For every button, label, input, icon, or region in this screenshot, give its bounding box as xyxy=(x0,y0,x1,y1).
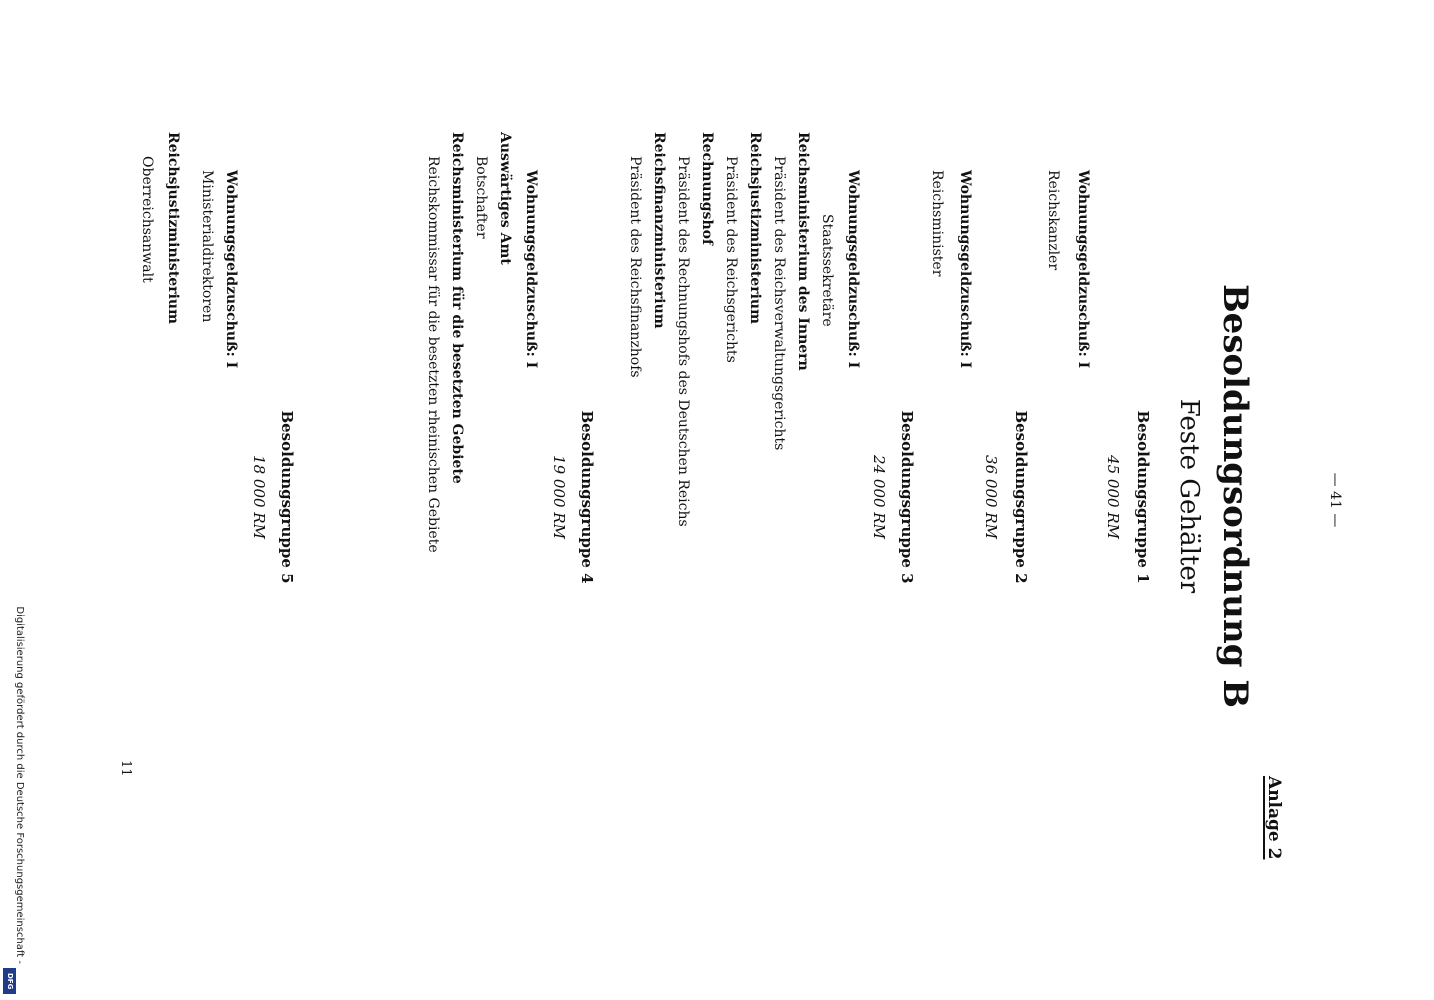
group-4-entry: Reichsministerium für die besetzten Gebiete xyxy=(449,132,465,484)
group-4-entry: Wohnungsgeldzuschuß: I xyxy=(523,170,539,369)
group-3-entry: Präsident des Reichsfinanzhofs xyxy=(627,156,643,378)
dfg-logo: DFG xyxy=(3,968,16,994)
group-5-amount: 18 000 RM xyxy=(250,455,268,539)
group-3-entry: Staatssekretäre xyxy=(819,214,835,327)
group-1-amount: 45 000 RM xyxy=(1104,455,1122,539)
group-2-heading: Besoldungsgruppe 2 xyxy=(1012,410,1030,584)
annex-label: Anlage 2 xyxy=(1264,776,1284,860)
group-3-heading: Besoldungsgruppe 3 xyxy=(898,410,916,584)
footer-credit-text: Digitalisierung gefördert durch die Deutsche Forschungsgemeinschaft - xyxy=(14,606,25,964)
group-5-entry: Oberreichsanwalt xyxy=(139,156,155,283)
group-5-entry: Ministerialdirektoren xyxy=(199,170,215,323)
group-5-heading: Besoldungsgruppe 5 xyxy=(278,410,296,584)
group-3-entry: Präsident des Reichsverwaltungsgerichts xyxy=(771,156,787,451)
printer-signature-mark: 11 xyxy=(118,760,133,777)
document-title: Besoldungsordnung B xyxy=(1215,283,1255,709)
group-3-entry: Reichsjustizministerium xyxy=(747,132,763,324)
group-5-entry: Wohnungsgeldzuschuß: I xyxy=(223,170,239,369)
group-3-entry: Rechnungshof xyxy=(699,132,715,245)
group-1-entry: Reichskanzler xyxy=(1045,170,1061,271)
group-1-heading: Besoldungsgruppe 1 xyxy=(1134,410,1152,584)
group-3-amount: 24 000 RM xyxy=(870,455,888,539)
group-3-entry: Reichsministerium des Innern xyxy=(795,132,811,371)
group-4-entry: Reichskommissar für die besetzten rheinischen Gebiete xyxy=(425,156,441,553)
document-subtitle: Feste Gehälter xyxy=(1174,398,1204,594)
group-5-entry: Reichsjustizministerium xyxy=(165,132,181,324)
group-2-entry: Wohnungsgeldzuschuß: I xyxy=(957,170,973,369)
group-4-entry: Botschafter xyxy=(473,156,489,239)
group-4-amount: 19 000 RM xyxy=(550,455,568,539)
group-3-entry: Wohnungsgeldzuschuß: I xyxy=(845,170,861,369)
group-3-entry: Präsident des Rechnungshofs des Deutschen Reichs xyxy=(675,156,691,527)
group-2-amount: 36 000 RM xyxy=(982,455,1000,539)
group-3-entry: Reichsfinanzministerium xyxy=(651,132,667,329)
group-1-entry: Wohnungsgeldzuschuß: I xyxy=(1075,170,1091,369)
group-2-entry: Reichsminister xyxy=(929,170,945,277)
page-number: — 41 — xyxy=(1327,472,1343,528)
group-3-entry: Präsident des Reichsgerichts xyxy=(723,156,739,363)
digitization-credit xyxy=(0,598,25,998)
group-4-entry: Auswärtiges Amt xyxy=(497,132,513,265)
group-4-heading: Besoldungsgruppe 4 xyxy=(578,410,596,584)
